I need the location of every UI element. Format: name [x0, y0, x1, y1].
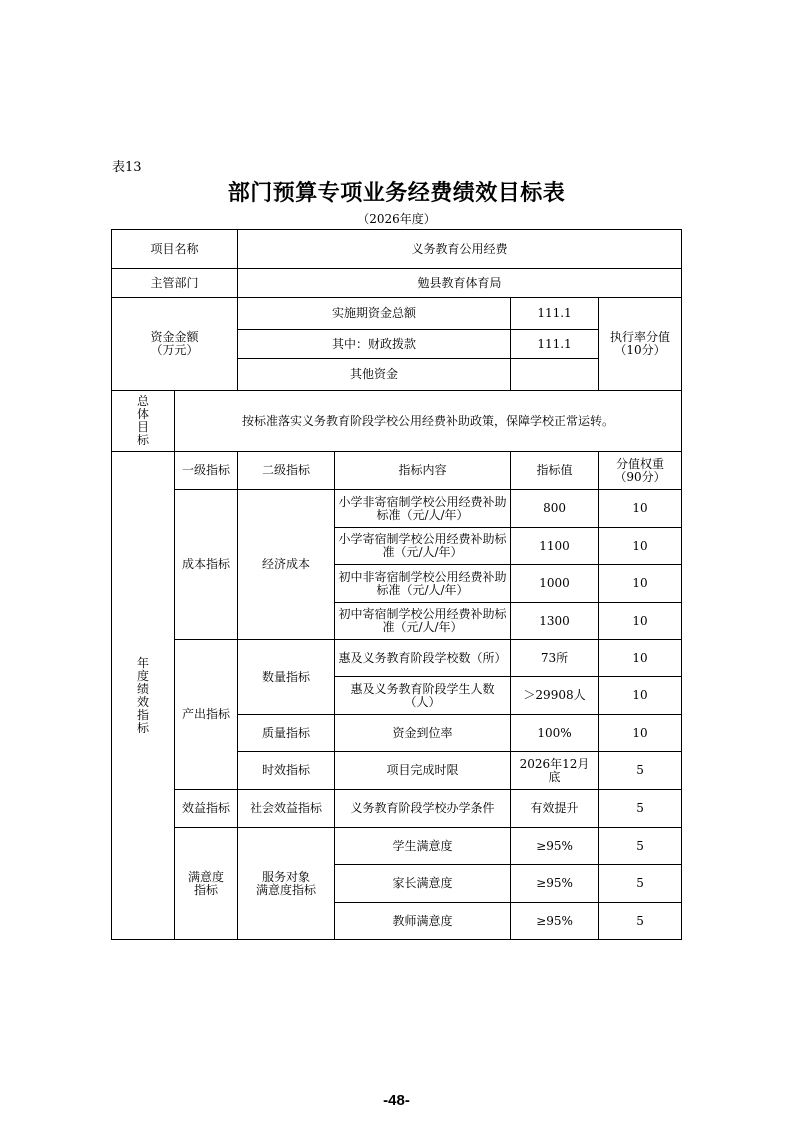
performance-target-table	[111, 229, 682, 940]
header-level1: 一级指标	[175, 452, 238, 490]
satisfaction-indicator-label: 满意度 指标	[175, 828, 238, 940]
indicator-weight: 5	[599, 865, 682, 903]
total-funds-label: 实施期资金总额	[238, 298, 511, 330]
indicator-content: 惠及义务教育阶段学校数（所）	[335, 640, 511, 677]
project-name-label: 项目名称	[112, 230, 238, 269]
page-number: -48-	[383, 1092, 410, 1109]
indicator-content: 学生满意度	[335, 828, 511, 865]
indicator-value: ＞29908人	[511, 677, 599, 715]
header-value: 指标值	[511, 452, 599, 490]
indicator-value: ≥95%	[511, 903, 599, 940]
indicator-value: 800	[511, 490, 599, 528]
indicator-value: 100%	[511, 715, 599, 752]
quality-indicator-label: 质量指标	[238, 715, 335, 752]
quantity-indicator-label: 数量指标	[238, 640, 335, 715]
indicator-value: 2026年12月底	[511, 752, 599, 790]
department-value: 勉县教育体育局	[238, 269, 682, 298]
indicator-content: 资金到位率	[335, 715, 511, 752]
indicator-weight: 10	[599, 528, 682, 565]
indicator-value: 73所	[511, 640, 599, 677]
indicator-weight: 5	[599, 903, 682, 940]
indicator-content: 小学寄宿制学校公用经费补助标准（元/人/年）	[335, 528, 511, 565]
header-level2: 二级指标	[238, 452, 335, 490]
other-funds-label: 其他资金	[238, 359, 511, 391]
table-row	[112, 490, 682, 528]
table-row	[112, 640, 682, 677]
project-name-value: 义务教育公用经费	[238, 230, 682, 269]
indicator-weight: 10	[599, 603, 682, 640]
indicator-content: 初中寄宿制学校公用经费补助标准（元/人/年）	[335, 603, 511, 640]
indicator-weight: 10	[599, 565, 682, 603]
social-benefit-label: 社会效益指标	[238, 790, 335, 828]
indicator-value: 1000	[511, 565, 599, 603]
page-title: 部门预算专项业务经费绩效目标表	[227, 181, 566, 206]
indicator-content: 初中非寄宿制学校公用经费补助标准（元/人/年）	[335, 565, 511, 603]
header-weight: 分值权重 （90分）	[599, 452, 682, 490]
indicator-value: ≥95%	[511, 828, 599, 865]
fiscal-appropriation-label: 其中：财政拨款	[238, 330, 511, 359]
overall-goal-label-text: 总体目标	[136, 394, 149, 447]
indicator-content: 义务教育阶段学校办学条件	[335, 790, 511, 828]
indicator-weight: 5	[599, 752, 682, 790]
indicator-value: 1300	[511, 603, 599, 640]
fiscal-appropriation-value: 111.1	[511, 330, 599, 359]
table-row	[112, 790, 682, 828]
indicator-value: 1100	[511, 528, 599, 565]
execution-rate-label: 执行率分值 （10分）	[599, 298, 682, 391]
header-content: 指标内容	[335, 452, 511, 490]
timeliness-indicator-label: 时效指标	[238, 752, 335, 790]
overall-goal-text: 按标准落实义务教育阶段学校公用经费补助政策，保障学校正常运转。	[175, 391, 682, 452]
department-label: 主管部门	[112, 269, 238, 298]
indicator-content: 小学非寄宿制学校公用经费补助标准（元/人/年）	[335, 490, 511, 528]
economic-cost-label: 经济成本	[238, 490, 335, 640]
indicator-weight: 5	[599, 790, 682, 828]
indicator-weight: 10	[599, 490, 682, 528]
indicator-content: 项目完成时限	[335, 752, 511, 790]
funds-label: 资金金额 （万元）	[112, 298, 238, 391]
indicator-weight: 5	[599, 828, 682, 865]
fiscal-year: （2026年度）	[357, 212, 436, 226]
output-indicator-label: 产出指标	[175, 640, 238, 790]
overall-goal-label	[112, 391, 175, 452]
table-row	[112, 828, 682, 865]
indicator-content: 惠及义务教育阶段学生人数（人）	[335, 677, 511, 715]
indicator-weight: 10	[599, 677, 682, 715]
table-number: 表13	[112, 160, 142, 175]
indicator-weight: 10	[599, 715, 682, 752]
annual-indicators-label-text: 年度绩效指标	[136, 655, 149, 735]
indicator-weight: 10	[599, 640, 682, 677]
indicator-value: ≥95%	[511, 865, 599, 903]
service-satisfaction-label: 服务对象 满意度指标	[238, 828, 335, 940]
cost-indicator-label: 成本指标	[175, 490, 238, 640]
annual-indicators-label	[112, 452, 175, 940]
indicator-value: 有效提升	[511, 790, 599, 828]
indicator-content: 家长满意度	[335, 865, 511, 903]
total-funds-value: 111.1	[511, 298, 599, 330]
indicator-content: 教师满意度	[335, 903, 511, 940]
other-funds-value	[511, 359, 599, 391]
benefit-indicator-label: 效益指标	[175, 790, 238, 828]
